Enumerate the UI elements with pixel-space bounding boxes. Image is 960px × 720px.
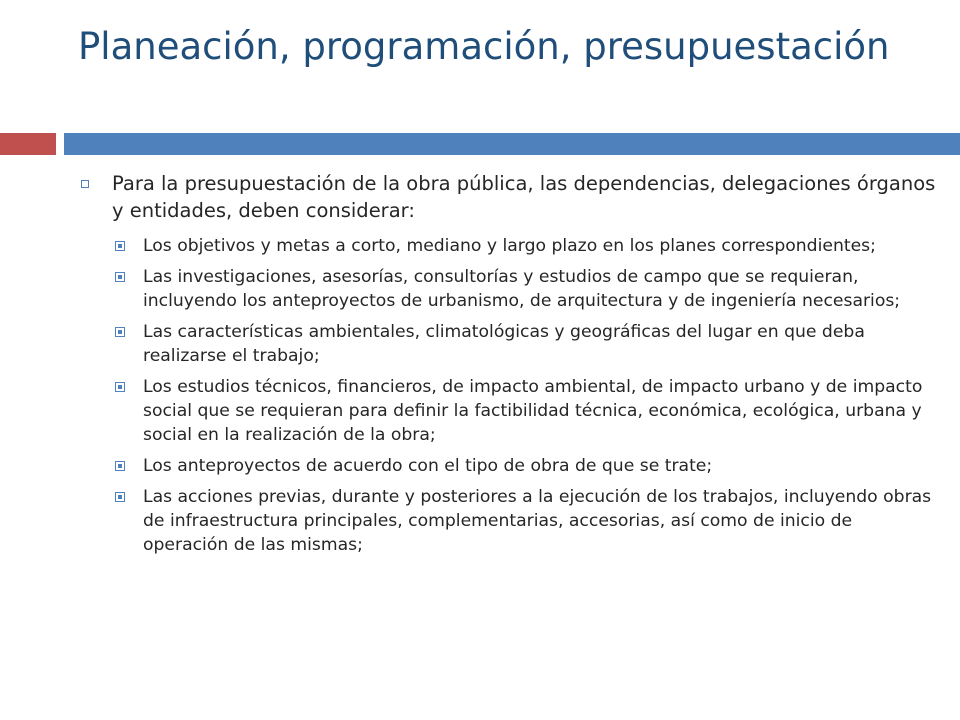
intro-text: Para la presupuestación de la obra pública, las dependencias, delegaciones órganos y entidades, deben considerar: — [112, 172, 936, 222]
list-item-text: Los estudios técnicos, financieros, de impacto ambiental, de impacto urbano y de impacto social que se requieran para definir la factibilidad técnica, económica, ecológica, urbana y social en la realización de la obra; — [143, 377, 923, 445]
list-item — [113, 375, 940, 447]
list-item-text: Las características ambientales, climatológicas y geográficas del lugar en que deba realizarse el trabajo; — [143, 322, 865, 366]
square-bullet-icon — [115, 382, 125, 392]
square-bullet-icon — [115, 327, 125, 337]
list-item — [113, 320, 940, 368]
list-item — [113, 454, 940, 478]
list-item — [113, 234, 940, 258]
list-item — [113, 485, 940, 557]
list-item-text: Los anteproyectos de acuerdo con el tipo de obra de que se trate; — [143, 456, 713, 476]
square-bullet-icon — [115, 461, 125, 471]
hollow-square-bullet-icon — [81, 180, 89, 188]
square-bullet-icon — [115, 492, 125, 502]
list-item-text: Los objetivos y metas a corto, mediano y largo plazo en los planes correspondientes; — [143, 236, 876, 256]
slide-title: Planeación, programación, presupuestación — [78, 25, 890, 68]
accent-bar-right — [64, 133, 960, 155]
accent-bar-left — [0, 133, 56, 155]
list-item-text: Las acciones previas, durante y posteriores a la ejecución de los trabajos, incluyendo obras de infraestructura principales, complementarias, accesorias, así como de inicio de operación de las mismas; — [143, 487, 932, 555]
consideration-list — [80, 234, 940, 557]
intro-bullet — [80, 170, 940, 224]
slide-content — [80, 170, 940, 564]
list-item-text: Las investigaciones, asesorías, consultorías y estudios de campo que se requieran, incluyendo los anteproyectos de urbanismo, de arquitectura y de ingeniería necesarios; — [143, 267, 901, 311]
square-bullet-icon — [115, 272, 125, 282]
square-bullet-icon — [115, 241, 125, 251]
list-item — [113, 265, 940, 313]
